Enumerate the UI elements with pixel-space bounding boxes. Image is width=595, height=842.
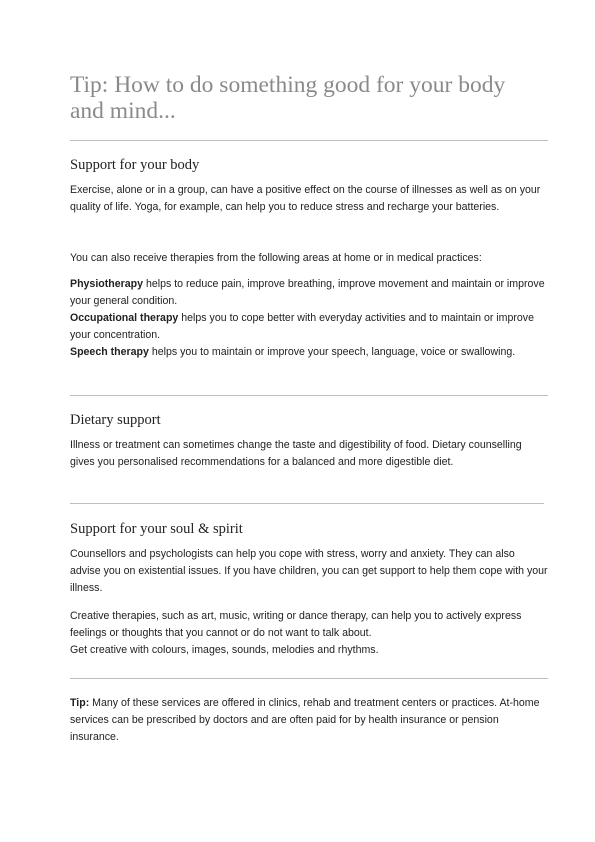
tip-box — [70, 695, 548, 746]
divider — [70, 678, 548, 679]
therapy-term: Physiotherapy — [70, 278, 144, 290]
therapy-term: Speech therapy — [70, 346, 149, 358]
body-para-1: Exercise, alone or in a group, can have a positive effect on the course of illnesses as well as on your quality of life. Yoga, for example, can help you to reduce stress and recharge your batteries. — [70, 184, 541, 213]
soul-para-3: Get creative with colours, images, sounds, melodies and rhythms. — [70, 644, 379, 656]
therapy-physio — [70, 276, 548, 310]
diet-para: Illness or treatment can sometimes change the taste and digestibility of food. Dietary counselling gives you personalised recommendations for a balanced and more digestible diet. — [70, 439, 522, 468]
tip-text: Many of these services are offered in clinics, rehab and treatment centers or practices. At-home services can be prescribed by doctors and are often paid for by health insurance or pension insurance. — [70, 697, 540, 743]
soul-para-2: Creative therapies, such as art, music, writing or dance therapy, can help you to actively express feelings or thoughts that you cannot or do not want to talk about. — [70, 610, 522, 639]
page-title: Tip: How to do something good for your body and mind... — [70, 72, 506, 124]
soul-para-1: Counsellors and psychologists can help you cope with stress, worry and anxiety. They can also advise you on existential issues. If you have children, you can get support to help them cope with your illness. — [70, 548, 548, 594]
heading-body-support: Support for your body — [70, 157, 200, 173]
divider — [70, 395, 548, 396]
therapy-text: helps you to cope better with everyday activities and to maintain or improve your concentration. — [70, 312, 534, 341]
therapy-speech — [70, 344, 548, 361]
tip-label: Tip: — [70, 697, 90, 709]
therapy-occupational — [70, 310, 548, 344]
divider — [70, 503, 544, 504]
therapy-text: helps to reduce pain, improve breathing, improve movement and maintain or improve your general condition. — [70, 278, 545, 307]
body-para-2: You can also receive therapies from the following areas at home or in medical practices: — [70, 252, 482, 264]
therapy-term: Occupational therapy — [70, 312, 179, 324]
heading-dietary-support: Dietary support — [70, 412, 161, 428]
divider — [70, 140, 548, 141]
heading-soul-support: Support for your soul & spirit — [70, 521, 243, 537]
therapy-text: helps you to maintain or improve your speech, language, voice or swallowing. — [148, 346, 516, 358]
